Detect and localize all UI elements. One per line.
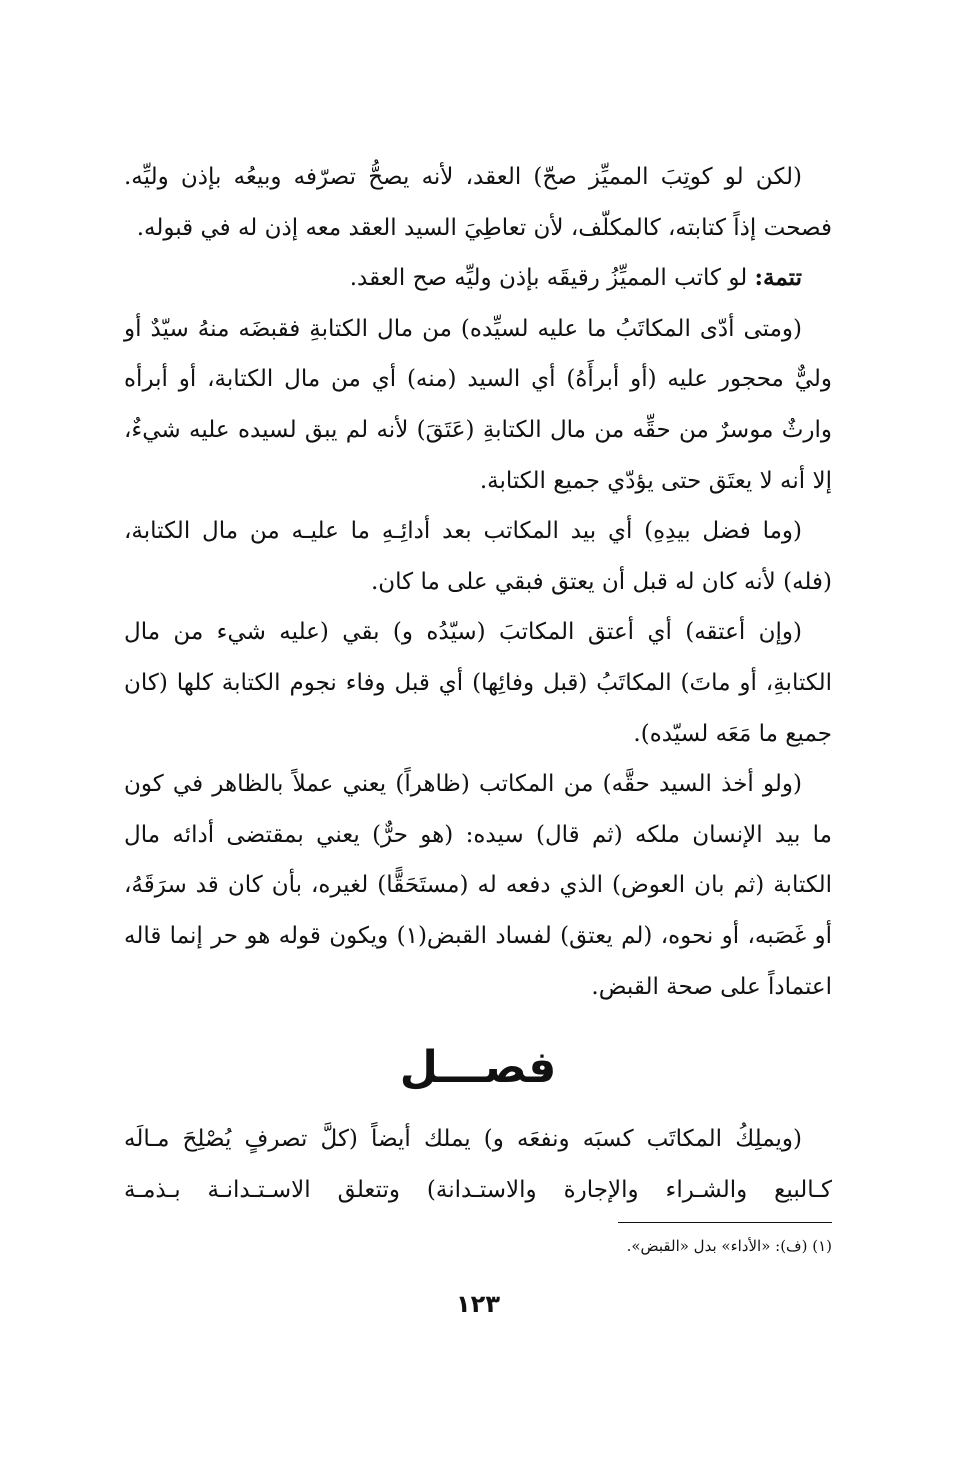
paragraph-5: (وإن أعتقه) أي أعتق المكاتبَ (سيّدُه و) بقي (عليه شيء من مال الكتابةِ، أو ماتَ) المكاتَبُ (قبل وفائِها) أي قبل وفاء نجوم الكتابة كلها (كان جميع ما مَعَه لسيّده). xyxy=(124,619,832,747)
paragraph-4: (وما فضل بيدِهِ) أي بيد المكاتب بعد أدائِـهِ ما عليـه من مال الكتابة، (فله) لأنه كان له قبل أن يعتق فبقي على ما كان. xyxy=(124,518,832,595)
paragraph-2: تتمة: لو كاتب المميِّزُ رقيقَه بإذن وليِّه صح العقد. xyxy=(349,264,802,292)
section-paragraph: (ويملِكُ المكاتَب كسبَه ونفعَه و) يملك أيضاً (كلَّ تصرفٍ يُصْلِحَ مـالَه كـالبيع والشـراء والإجارة والاستـدانة) وتتعلق الاسـتـدانـة بـذمـة xyxy=(124,1126,832,1203)
paragraph-6: (ولو أخذ السيد حقَّه) من المكاتب (ظاهراً) يعني عملاً بالظاهر في كون ما بيد الإنسان ملكه (ثم قال) سيده: (هو حرٌّ) يعني بمقتضى أدائه مال الكتابة (ثم بان العوض) الذي دفعه له (مستَحَقًّا) لغيره، بأن كان قد سرَقَهُ، أو غَصَبه، أو نحوه، (لم يعتق) لفساد القبض(١) ويكون قوله هو حر إنما قاله اعتماداً على صحة القبض. xyxy=(124,771,832,1000)
note-label: تتمة: xyxy=(754,264,802,292)
paragraph-1: (لكن لو كوتِبَ المميِّز صحّ) العقد، لأنه يصحُّ تصرّفه وبيعُه بإذن وليِّه. فصحت إذاً كتابته، كالمكلّف، لأن تعاطِيَ السيد العقد معه إذن له في قبوله. xyxy=(124,164,832,241)
section-heading xyxy=(0,1028,956,1108)
footnote-divider xyxy=(618,1222,832,1223)
paragraph-3: (ومتى أدّى المكاتَبُ ما عليه لسيِّده) من مال الكتابةِ فقبضَه منهُ سيّدٌ أو وليٌّ محجور عليه (أو أبرأَهُ) أي السيد (منه) أي من مال الكتابة، أو أبرأه وارثٌ موسرٌ من حقِّه من مال الكتابةِ (عَتَقَ) لأنه لم يبق لسيده عليه شيءٌ، إلا أنه لا يعتَق حتى يؤدّي جميع الكتابة. xyxy=(124,315,832,494)
footnote: (١) (ف): «الأداء» بدل «القبض». xyxy=(626,1237,832,1255)
section-text xyxy=(124,1114,832,1215)
section-heading-label: فصـــل xyxy=(399,1042,557,1093)
main-text xyxy=(124,152,832,1012)
page-number: ١٢٣ xyxy=(456,1290,500,1318)
